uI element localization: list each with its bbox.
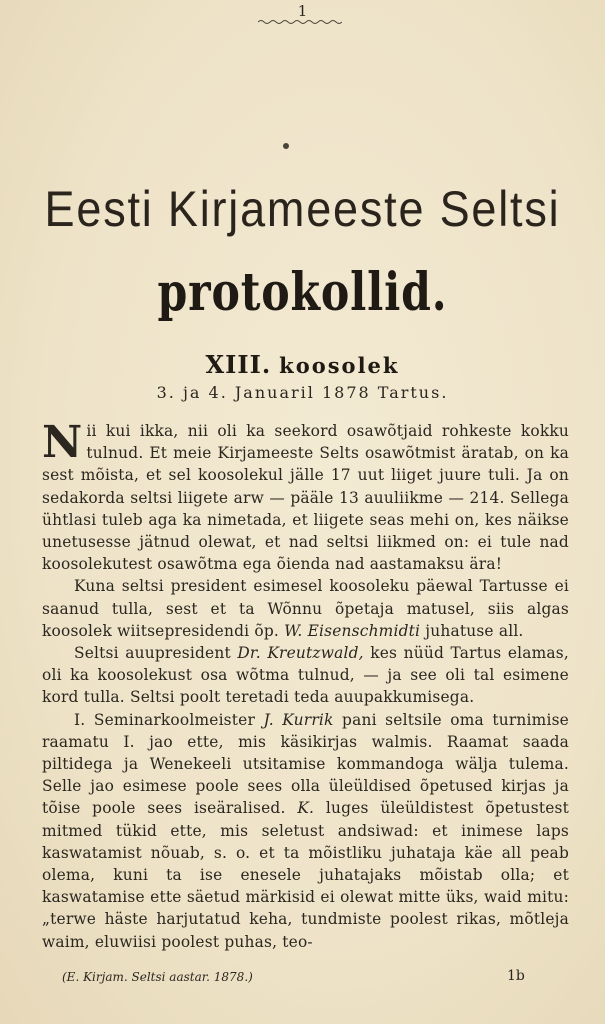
body-text <box>42 417 570 953</box>
person-name: Dr. Kreutzwald, <box>237 644 364 663</box>
paragraph-4 <box>42 709 569 953</box>
paragraph-1 <box>42 417 569 575</box>
session-number: XIII. <box>205 350 272 379</box>
page-number: 1 <box>297 2 308 20</box>
paragraph-4-post: luges üleüldistest õpetustest mitmed tükid ette, mis seletust andsiwad: et inimese laps kaswatamist nõuab, s. o. et ta mõistliku juhataja käe all peab olema, kuni ta ise enesele juhatajaks mõistab olla; et kaswatamise ette säetud märkisid ei olewat mitte üks, waid mitu: „terwe häste harjutatud keha, tundmiste poolest rikas, mõtleja waim, eluwiisi poolest puhas, teo- <box>42 799 570 951</box>
session-heading <box>0 350 605 379</box>
paragraph-4-mid: pani seltsile oma turnimise raamatu I. jao ette, mis käsikirjas walmis. Raamat saada piltidega ja Wenekeeli utsitamise kommandoga wälja tulema. Selle jao esimese poole sees olla üleüldised õpetused kirjas ja tõise poole sees iseäralised. <box>42 710 569 818</box>
title-main: Eesti Kirjameeste Seltsi <box>44 181 561 237</box>
paragraph-4-pre: I. Seminarkoolmeister <box>74 710 264 729</box>
title-sub: protokollid. <box>157 262 448 323</box>
paragraph-3-post: kes nüüd Tartus elamas, oli ka koosolekust osa wõtma tulnud, — ja see oli tal esimene kord tulla. Seltsi poolt teretadi teda auupakkumisega. <box>42 644 569 707</box>
decorative-dot <box>283 143 289 149</box>
person-name: W. Eisenschmidti <box>284 621 421 640</box>
paragraph-3 <box>42 642 569 709</box>
wavy-ornament <box>258 19 342 25</box>
paragraph-2-pre: Kuna seltsi president esimesel koosoleku päewal Tartusse ei saanud tulla, sest et ta Wõnnu õpetaja matusel, siis algas koosolek wiitsepresidendi õp. <box>42 577 569 640</box>
paragraph-2-post: juhatuse all. <box>420 621 524 640</box>
footer-sheet-mark: 1b <box>507 968 525 984</box>
paragraph-1-text: ii kui ikka, nii oli ka seekord osawõtjaid rohkeste kokku tulnud. Et meie Kirjameeste Selts osawõtmist äratab, on ka sest mõista, et sel koosolekul jälle 17 uut liiget juure tuli. Ja on sedakorda seltsi liigete arw — pääle 13 auuliikme — 214. Sellega ühtlasi tuleb aga ka nimetada, et liigete seas mehi on, kes näikse unetusesse jätnud olewat, et nad seltsi liikmed on: ei tule nad koosolekutest osawõtma ega õienda nad aastamaksu ära! <box>42 422 569 574</box>
session-label: koosolek <box>279 353 400 378</box>
paragraph-3-pre: Seltsi auupresident <box>74 644 238 663</box>
person-name: J. Kurrik <box>263 710 334 729</box>
drop-cap: N <box>42 417 83 468</box>
footer-signature: (E. Kirjam. Seltsi aastar. 1878.) <box>62 970 253 984</box>
person-name: K. <box>297 799 315 818</box>
paragraph-2 <box>42 575 569 642</box>
dateline: 3. ja 4. Januaril 1878 Tartus. <box>156 383 449 402</box>
